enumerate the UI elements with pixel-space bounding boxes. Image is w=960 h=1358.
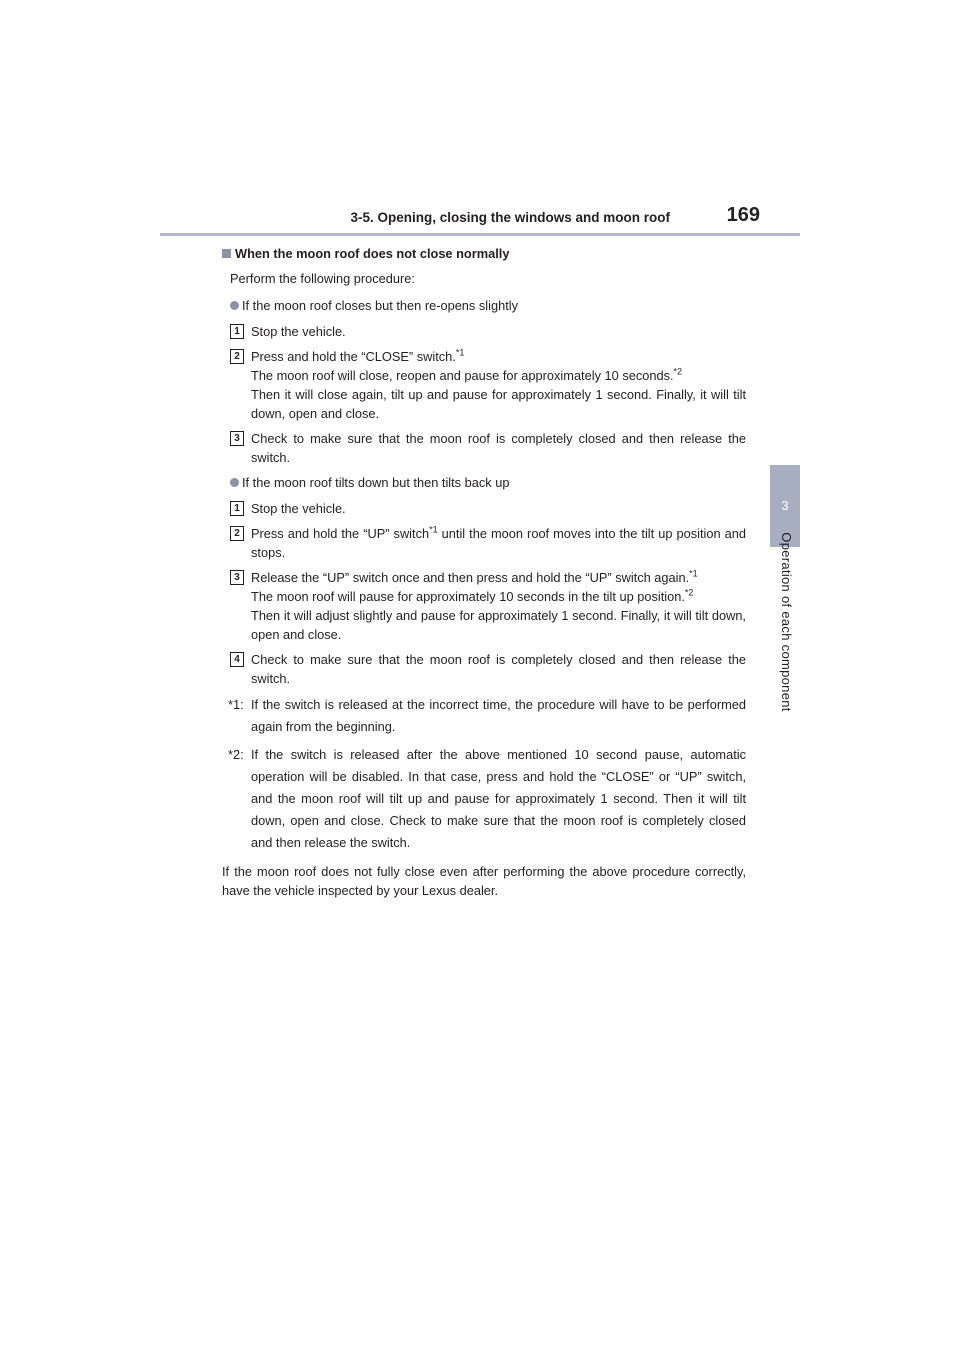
footnote: *1: If the switch is released at the incorrect time, the procedure will have to be performed again from the beginning. <box>222 694 746 738</box>
footnote: *2: If the switch is released after the above mentioned 10 second pause, automatic operation will be disabled. In that case, press and hold the “CLOSE” or “UP” switch, and the moon roof will tilt up and pause for approximately 1 second. Then it will tilt down, open and close. Check to make sure that the moon roof is completely closed and then release the switch. <box>222 744 746 854</box>
step-item: 3 Check to make sure that the moon roof is completely closed and then release the switch. <box>251 429 746 467</box>
footnote-marker: *1: <box>228 697 244 712</box>
page-content <box>222 244 746 900</box>
round-bullet-icon <box>230 478 239 487</box>
footnote-mark: *1 <box>455 347 465 358</box>
step-item: 1 Stop the vehicle. <box>251 499 746 518</box>
page-number: 169 <box>726 204 760 226</box>
footnote-marker: *2: <box>228 747 244 762</box>
footnote-mark: *1 <box>689 568 698 579</box>
step-item: 2 Press and hold the “UP” switch$^{*1}$ until the moon roof moves into the tilt up position and stops. <box>251 524 746 562</box>
case-heading: If the moon roof closes but then re-opens slightly <box>230 296 746 315</box>
step-number-badge: 4 <box>230 652 244 667</box>
closing-paragraph: If the moon roof does not fully close even after performing the above procedure correctly, have the vehicle inspected by your Lexus dealer. <box>222 864 746 898</box>
footnote-mark: *2 <box>673 366 683 377</box>
page-header <box>160 206 800 228</box>
square-bullet-icon <box>222 249 231 258</box>
chapter-label: Operation of each component <box>779 532 794 712</box>
step-number-badge: 2 <box>230 349 244 364</box>
step-item: 1 Stop the vehicle. <box>251 322 746 341</box>
step-number-badge: 1 <box>230 324 244 339</box>
step-item: 4 Check to make sure that the moon roof is completely closed and then release the switch. <box>251 650 746 688</box>
intro-text: Perform the following procedure: <box>230 271 415 286</box>
section-heading: When the moon roof does not close normally <box>222 244 746 263</box>
step-item: 3 Release the “UP” switch once and then press and hold the “UP” switch again.$^{*1}$ The moon roof will pause for approximately 10 seconds in the tilt up position.$^{*2}$ Then it will adjust slightly and pause for approximately 1 second. Finally, it will tilt down, open and close. <box>251 568 746 644</box>
step-number-badge: 1 <box>230 501 244 516</box>
footnote-mark: *2 <box>684 587 694 598</box>
step-number-badge: 2 <box>230 526 244 541</box>
section-title: 3-5. Opening, closing the windows and moon roof <box>350 210 670 225</box>
step-item: 2 Press and hold the “CLOSE” switch.$^{*1}$ The moon roof will close, reopen and pause for approximately 10 seconds.$^{*2}$ Then it will close again, tilt up and pause for approximately 1 second. Finally, it will tilt down, open and close. <box>251 347 746 423</box>
case-heading: If the moon roof tilts down but then tilts back up <box>230 473 746 492</box>
chapter-tab: 3 <box>770 465 800 547</box>
step-number-badge: 3 <box>230 570 244 585</box>
footnote-mark: *1 <box>429 524 438 535</box>
round-bullet-icon <box>230 301 239 310</box>
step-number-badge: 3 <box>230 431 244 446</box>
header-divider <box>160 233 800 236</box>
